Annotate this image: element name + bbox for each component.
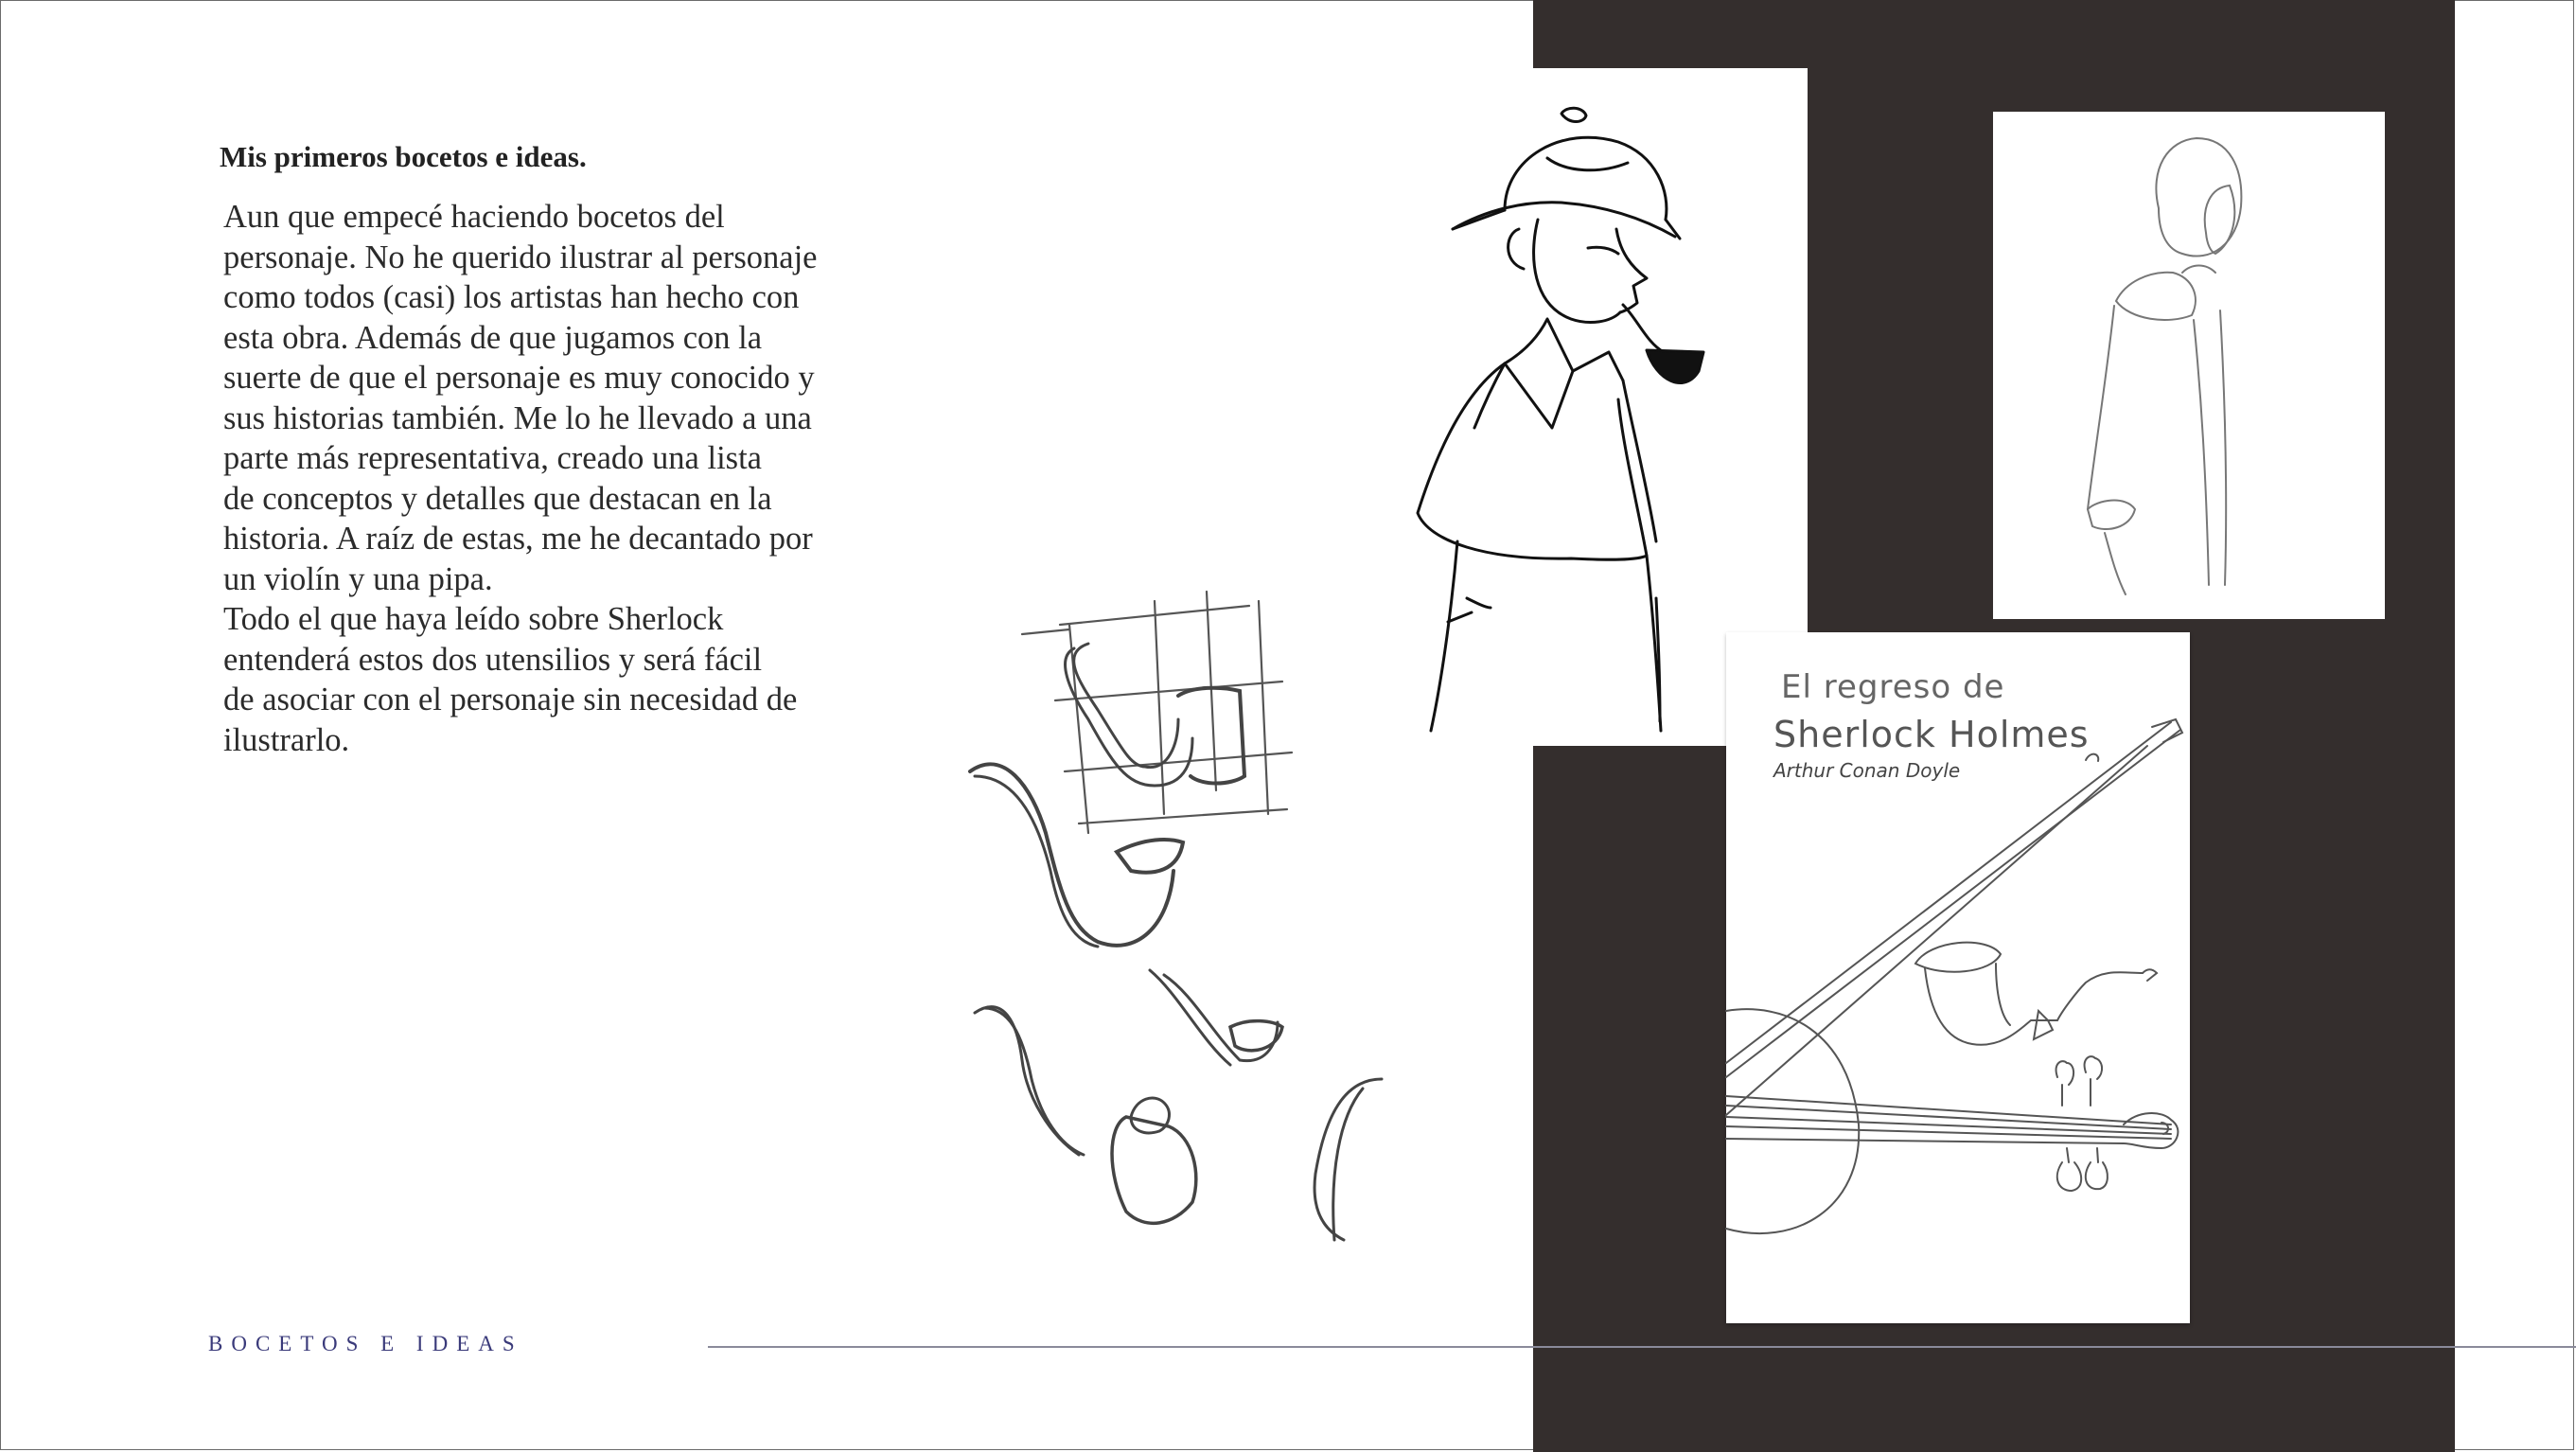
figure-sketch-card (1993, 112, 2385, 619)
paragraph-line: de asociar con el personaje sin necesidad de (223, 682, 798, 717)
footer-divider (708, 1346, 2576, 1348)
paragraph-line: entenderá estos dos utensilios y será fácil (223, 641, 763, 678)
cover-title-line1: El regreso de (1781, 668, 2005, 706)
paragraph-line: Aun que empecé haciendo bocetos del (223, 199, 725, 235)
mannequin-drawing (1993, 112, 2385, 619)
book-cover-sketch-card (1726, 632, 2190, 1323)
cover-author: Arthur Conan Doyle (1773, 759, 1961, 782)
paragraph-line: suerte de que el personaje es muy conocido y (223, 360, 815, 396)
violin-and-pipe-drawing (1726, 632, 2190, 1323)
paragraph-line: ilustrarlo. (223, 721, 350, 758)
pipe-sketches-drawing (965, 587, 1391, 1249)
footer-section-label: BOCETOS E IDEAS (208, 1332, 523, 1355)
paragraph-line: como todos (casi) los artistas han hecho con (223, 279, 800, 315)
body-paragraph (223, 197, 924, 760)
paragraph-line: parte más representativa, creado una lista (223, 440, 762, 476)
paragraph-line: personaje. No he querido ilustrar al personaje (223, 239, 818, 275)
paragraph-line: de conceptos y detalles que destacan en la (223, 480, 772, 517)
paragraph-line: sus historias también. Me lo he llevado a una (223, 399, 812, 436)
paragraph-line: un violín y una pipa. (223, 560, 493, 597)
cover-title-line2: Sherlock Holmes (1773, 714, 2090, 755)
paragraph-line: historia. A raíz de estas, me he decantado por (223, 521, 813, 557)
section-heading: Mis primeros bocetos e ideas. (220, 140, 587, 173)
paragraph-line: esta obra. Además de que jugamos con la (223, 319, 763, 356)
paragraph-line: Todo el que haya leído sobre Sherlock (223, 601, 724, 637)
